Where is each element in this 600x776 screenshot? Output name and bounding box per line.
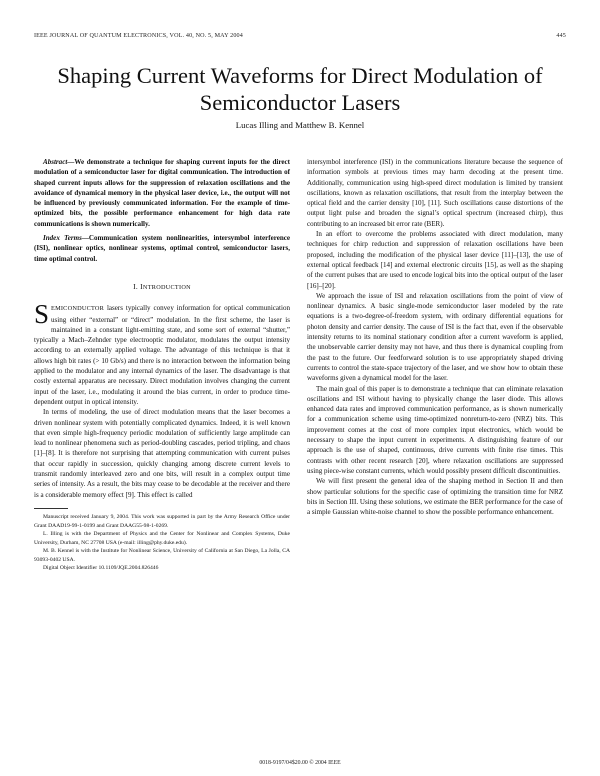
section-title-rest: NTRODUCTION (142, 283, 191, 291)
footnote-author-kennel: M. B. Kennel is with the Institute for Nonlinear Science, University of California at San Diego, La Jolla, CA 93093-0402 USA. (34, 548, 290, 563)
right-paragraph-4: The main goal of this paper is to demonstrate a technique that can eliminate relaxation oscillations and ISI without having to physically change the laser diode. This allows enhanced data rates and improved communication performance, as is shown numerically for a communication scheme using time-optimized nonreturn-to-zero (NRZ) bits. This improvement comes at the cost of more complex input electronics, which would be necessary to shape the input current in experiments. A distinguishing feature of our approach is the use of shaped, continuous, drive currents with finite rise times. This contrasts with other recent research [20], where relaxation oscillations are suppressed using piece-wise constant currents, which would possibly present difficult discontinuities. (307, 384, 563, 475)
running-header (34, 33, 566, 39)
intro-first-word: EMICONDUCTOR (51, 305, 105, 313)
right-paragraph-5: We will first present the general idea of the shaping method in Section II and then show particular solutions for the specific case of optimizing the transition time for NRZ bits in Section III. Using these solutions, we estimate the BER performance for the case of a simple Gaussian white-noise channel to show the possible performance enhancement. (307, 477, 563, 517)
footnote-author-illing: L. Illing is with the Department of Physics and the Center for Nonlinear and Complex Systems, Duke University, Durham, NC 27708 USA (e-mail: illing@phy.duke.edu). (34, 531, 290, 546)
drop-cap: S (34, 299, 50, 330)
right-paragraph-2: In an effort to overcome the problems associated with direct modulation, many techniques for chirp reduction and suppression of relaxation oscillations have been proposed, including the modification of the physical laser device [11]–[13], the use of external optical feedback [14] and external electronic circuits [15], as well as the shaping of the current pulses that are used to encode logical bits into the optical output of the laser [16]–[20]. (307, 230, 563, 290)
author-list: Lucas Illing and Matthew B. Kennel (235, 120, 365, 130)
page-number: 445 (556, 33, 566, 39)
index-terms-label: Index Terms (43, 234, 82, 243)
abstract-label: Abstract (43, 158, 68, 166)
right-paragraph-1: intersymbol interference (ISI) in the communications literature because the sequence of information symbols at previous times may harm decoding at the present time. Additionally, communication using high-speed direct modulation is limited by transient oscillations, known as relaxation oscillations, that result from the interplay between the optical field and the carrier density [10], [11]. Such oscillations cause distortions of the output light pulse and broaden the signal’s optical spectrum (increased chirp), thus contributing to an increased bit error rate (BER). (307, 158, 563, 228)
abstract-text: —We demonstrate a technique for shaping current inputs for the direct modulation of a semiconductor laser for digital communication. The introduction of shaped current inputs allows for the suppression of relaxation oscillations and the avoidance of dynamical memory in the physical laser device, i.e., the output will not be influenced by previously communicated information. For the example of time-optimized bits, the possible performance enhancement for high data rate communications is shown numerically. (34, 158, 290, 228)
right-paragraph-3: We approach the issue of ISI and relaxation oscillations from the point of view of nonlinear dynamics. A basic single-mode semiconductor laser modeled by the rate equations is a two-degree-of-freedom system, with ordinary differential equations for photon density and carrier density. The cause of ISI is the fact that, even if the observable intensity returns to its nominal stationary condition after a current waveform is applied, the unobservable carrier density may not have, and thus there is dynamical coupling from the past to the future. Our feedforward solution is to use appropriately shaped driving currents to control the state-space trajectory of the laser, and we show how to obtain these waveforms given a dynamical model for the laser. (307, 291, 563, 383)
intro-paragraph-1-text: lasers typically convey information for optical communication using either “external” or “direct” modulation. In the first scheme, the laser is maintained in a constant light-emitting state, and some sort of external “shutter,” typically a Mach–Zehnder type electrooptic modulator, modulates the output intensity according to an externally applied voltage. The advantage of this technique is that it allows high bit rates (> 10 Gb/s) and there is no interaction between the information being applied to the modulator and any internal dynamics of the laser. The disadvantage is that costly external apparatus are necessary. Direct modulation involves changing the current input of the laser, i.e., modulating it around the bias current, in order to produce time-dependent output in optical intensity. (34, 304, 290, 406)
section-number: I. (133, 281, 138, 291)
section-heading-introduction (34, 282, 290, 293)
footnote-divider (34, 508, 68, 509)
index-terms (34, 233, 290, 264)
copyright-footer: 0018-9197/04$20.00 © 2004 IEEE (259, 760, 341, 766)
right-column (307, 157, 563, 517)
index-terms-text: —Communication system nonlinearities, intersymbol interference (ISI), nonlinear optics, nonlinear systems, optimal control, semiconductor lasers, time optimal control. (34, 234, 290, 263)
abstract (34, 157, 290, 229)
intro-paragraph-2: In terms of modeling, the use of direct modulation means that the laser becomes a driven nonlinear system with potentially complicated dynamics. Indeed, it is well known that even simple high-frequency periodic modulation of sufficiently large amplitude can lead to nonlinear phenomena such as period-doubling cascades, period tripling, and chaos [1]–[8]. It is therefore not surprising that attempting communication with current pulses that occur rapidly in succession, quickly changing among discrete current levels to transmit randomly interleaved zero and one bits, will result in a complex output time series of intensity. As a result, the bits may cease to be decodable at the receiver and there is a considerable memory effect [9]. This effect is called (34, 408, 290, 499)
intro-paragraph-1 (34, 299, 290, 407)
journal-header: IEEE JOURNAL OF QUANTUM ELECTRONICS, VOL. 40, NO. 5, MAY 2004 (34, 33, 243, 39)
paper-title: Shaping Current Waveforms for Direct Modulation of Semiconductor Lasers (57, 63, 543, 115)
section-title-initial: I (140, 281, 143, 291)
footnote-manuscript: Manuscript received January 9, 2004. This work was supported in part by the Army Research Office under Grant DAAD19-99-1-0199 and Grant DAAG55-98-1-0269. (34, 513, 290, 529)
left-column (34, 157, 290, 573)
footnote-doi: Digital Object Identifier 10.1109/JQE.2004.826446 (43, 565, 159, 572)
